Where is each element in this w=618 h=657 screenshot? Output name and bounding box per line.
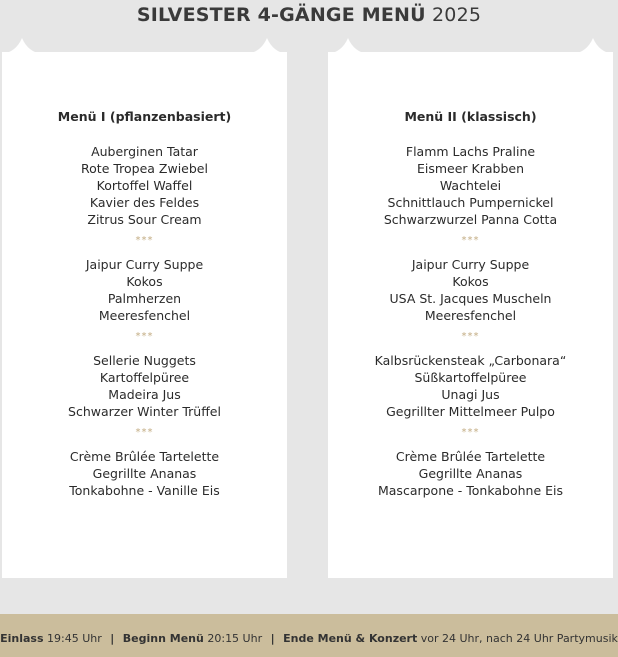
- footer-divider: |: [270, 632, 275, 645]
- ende-label: Ende Menü & Konzert: [283, 632, 418, 645]
- menu-1-content: [2, 109, 287, 499]
- course-separator: ***: [461, 331, 480, 342]
- einlass-time: 19:45 Uhr: [47, 632, 102, 645]
- course-1: [2, 143, 287, 228]
- dish-item: Gegrillter Mittelmeer Pulpo: [386, 404, 555, 419]
- dish-item: Crème Brûlée Tartelette: [395, 449, 546, 464]
- menu-card-2: [328, 52, 613, 578]
- dish-item: Auberginen Tatar: [91, 144, 198, 159]
- course-4: [2, 448, 287, 499]
- dish-item: Eismeer Krabben: [416, 161, 525, 176]
- page-title-year: 2025: [432, 4, 482, 26]
- menu-card-1: [2, 52, 287, 578]
- course-2: [2, 256, 287, 324]
- dish-item: Kokos: [452, 274, 489, 289]
- course-4: [328, 448, 613, 499]
- dish-item: Kalbsrückensteak „Carbonara“: [374, 353, 567, 368]
- dish-item: Unagi Jus: [441, 387, 500, 402]
- dish-item: Palmherzen: [107, 291, 182, 306]
- dish-item: Kavier des Feldes: [89, 195, 200, 210]
- dish-item: Süßkartoffelpüree: [414, 370, 527, 385]
- dish-item: Gegrillte Ananas: [92, 466, 197, 481]
- dish-item: Zitrus Sour Cream: [87, 212, 202, 227]
- course-separator: ***: [135, 331, 154, 342]
- dish-item: Kokos: [126, 274, 163, 289]
- dish-item: Schwarzer Winter Trüffel: [68, 404, 221, 419]
- dish-item: Sellerie Nuggets: [93, 353, 196, 368]
- dish-item: Schnittlauch Pumpernickel: [387, 195, 554, 210]
- menu-2-content: [328, 109, 613, 499]
- footer-bar: [0, 614, 618, 657]
- course-separator: ***: [135, 235, 154, 246]
- dish-item: Kortoffel Waffel: [96, 178, 193, 193]
- course-1: [328, 143, 613, 228]
- ende-time: vor 24 Uhr, nach 24 Uhr Partymusik: [420, 632, 618, 645]
- dish-item: Mascarpone - Tonkabohne Eis: [377, 483, 564, 498]
- dish-item: Meeresfenchel: [98, 308, 191, 323]
- card-notch-decoration: [328, 38, 613, 54]
- dish-item: USA St. Jacques Muscheln: [389, 291, 552, 306]
- dish-item: Gegrillte Ananas: [418, 466, 523, 481]
- dish-item: Rote Tropea Zwiebel: [81, 161, 208, 176]
- course-separator: ***: [461, 427, 480, 438]
- menu-title: Menü II (klassisch): [404, 109, 537, 124]
- dish-item: Crème Brûlée Tartelette: [69, 449, 220, 464]
- dish-item: Wachtelei: [439, 178, 502, 193]
- dish-item: Meeresfenchel: [424, 308, 517, 323]
- course-3: [2, 352, 287, 420]
- card-notch-decoration: [2, 38, 287, 54]
- page-title-main: SILVESTER 4-GÄNGE MENÜ: [136, 4, 426, 26]
- course-separator: ***: [135, 427, 154, 438]
- dish-item: Jaipur Curry Suppe: [411, 257, 530, 272]
- dish-item: Kartoffelpüree: [99, 370, 190, 385]
- dish-item: Jaipur Curry Suppe: [85, 257, 204, 272]
- dish-item: Tonkabohne - Vanille Eis: [69, 483, 220, 498]
- beginn-label: Beginn Menü: [122, 632, 204, 645]
- dish-item: Madeira Jus: [108, 387, 181, 402]
- course-separator: ***: [461, 235, 480, 246]
- dish-item: Schwarzwurzel Panna Cotta: [383, 212, 558, 227]
- beginn-time: 20:15 Uhr: [207, 632, 263, 645]
- einlass-label: Einlass: [0, 632, 44, 645]
- course-3: [328, 352, 613, 420]
- footer-divider: |: [110, 632, 115, 645]
- page-title: [0, 4, 618, 26]
- course-2: [328, 256, 613, 324]
- dish-item: Flamm Lachs Praline: [405, 144, 536, 159]
- menu-title: Menü I (pflanzenbasiert): [57, 109, 232, 124]
